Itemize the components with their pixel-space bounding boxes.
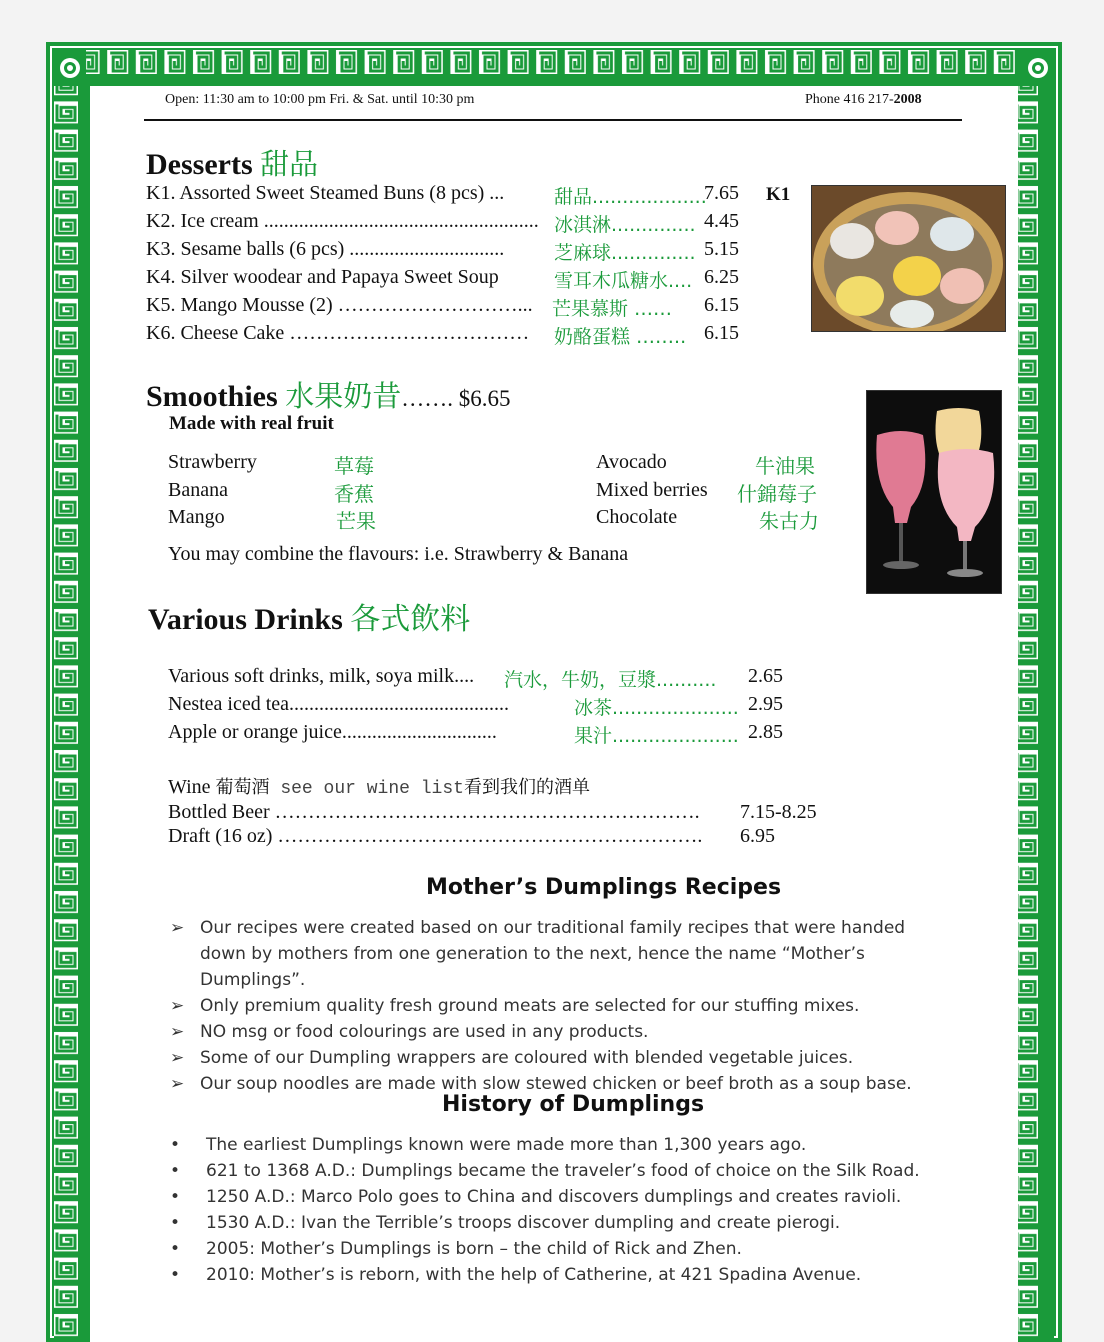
phone-suffix: 2008 bbox=[893, 92, 922, 107]
dessert-item-cn: 雪耳木瓜糖水.... bbox=[554, 270, 693, 292]
phone-prefix: Phone 416 217- bbox=[805, 92, 894, 107]
history-bullet: • 2005: Mother’s Dumplings is born – the child of Rick and Zhen. bbox=[170, 1236, 990, 1262]
drink-item-name: Apple or orange juice............................... bbox=[168, 721, 497, 743]
wine-line bbox=[168, 773, 590, 799]
phone-number bbox=[805, 92, 922, 108]
dessert-item-cn: 奶酪蛋糕 …….. bbox=[554, 326, 687, 348]
smoothies-subtitle: Made with real fruit bbox=[169, 413, 334, 434]
dessert-item-price: 6.15 bbox=[704, 322, 739, 344]
smoothies-title-cn: 水果奶昔 bbox=[285, 379, 402, 413]
dessert-item-price: 7.65 bbox=[704, 182, 739, 204]
steamed-buns-photo bbox=[811, 185, 1006, 332]
bullet-dot-icon: • bbox=[170, 1135, 181, 1155]
drink-item-cn: 冰茶..................... bbox=[574, 697, 739, 719]
drink-item-name: Various soft drinks, milk, soya milk.... bbox=[168, 665, 475, 687]
arrow-bullet-icon: ➢ bbox=[170, 1074, 185, 1094]
history-list bbox=[170, 1132, 990, 1288]
dessert-item-name: K4. Silver woodear and Papaya Sweet Soup bbox=[146, 266, 499, 288]
smoothie-flavour-cn: 什錦莓子 bbox=[737, 482, 817, 506]
beer-item-name: Draft (16 oz) ………………………………………………………. bbox=[168, 825, 703, 847]
dessert-item-cn: 冰淇淋.............. bbox=[554, 214, 696, 236]
smoothie-flavour: Chocolate bbox=[596, 506, 678, 528]
smoothies-title-en: Smoothies bbox=[146, 380, 278, 413]
menu-page bbox=[46, 42, 1062, 1342]
wine-list-note-cn: 看到我们的酒单 bbox=[463, 777, 590, 798]
drink-item-price: 2.65 bbox=[748, 665, 783, 687]
smoothie-flavour: Banana bbox=[168, 479, 228, 501]
drink-item-price: 2.95 bbox=[748, 693, 783, 715]
dessert-item-price: 4.45 bbox=[704, 210, 739, 232]
bullet-dot-icon: • bbox=[170, 1187, 181, 1207]
header-divider bbox=[144, 119, 962, 121]
wine-label-cn: 葡萄酒 bbox=[215, 777, 270, 798]
beer-item-name: Bottled Beer ………………………………………………………. bbox=[168, 801, 700, 823]
arrow-bullet-icon: ➢ bbox=[170, 918, 185, 938]
bullet-dot-icon: • bbox=[170, 1239, 181, 1259]
history-bullet: • 621 to 1368 A.D.: Dumplings became the traveler’s food of choice on the Silk Road. bbox=[170, 1158, 990, 1184]
drinks-title-cn: 各式飲料 bbox=[350, 602, 471, 637]
smoothie-flavour: Mixed berries bbox=[596, 479, 708, 501]
recipe-bullet: ➢ NO msg or food colourings are used in any products. bbox=[170, 1019, 950, 1045]
smoothie-flavour-cn: 朱古力 bbox=[759, 509, 819, 533]
arrow-bullet-icon: ➢ bbox=[170, 1048, 185, 1068]
drink-item-name: Nestea iced tea............................................ bbox=[168, 693, 510, 715]
smoothie-flavour-cn: 草莓 bbox=[334, 454, 374, 478]
bullet-dot-icon: • bbox=[170, 1265, 181, 1285]
dessert-item-name: K1. Assorted Sweet Steamed Buns (8 pcs) ... bbox=[146, 182, 505, 204]
dessert-photo-label: K1 bbox=[766, 184, 791, 205]
dessert-item-name: K2. Ice cream ....................................................... bbox=[146, 210, 539, 232]
recipe-bullet: ➢ Our recipes were created based on our traditional family recipes that were handed down by mothers from one generation to the next, hence the name “Mother’s Dumplings”. bbox=[170, 915, 950, 993]
recipe-bullet: ➢ Our soup noodles are made with slow stewed chicken or beef broth as a soup base. bbox=[170, 1071, 950, 1097]
smoothie-flavour-cn: 香蕉 bbox=[334, 482, 374, 506]
recipe-bullet: ➢ Only premium quality fresh ground meats are selected for our stuffing mixes. bbox=[170, 993, 950, 1019]
history-bullet: • 2010: Mother’s is reborn, with the help of Catherine, at 421 Spadina Avenue. bbox=[170, 1262, 990, 1288]
desserts-title-cn: 甜品 bbox=[260, 147, 319, 181]
history-bullet: • 1530 A.D.: Ivan the Terrible’s troops discover dumpling and create pierogi. bbox=[170, 1210, 990, 1236]
dessert-item-cn: 芒果慕斯 …… bbox=[552, 298, 673, 320]
dessert-item-cn: 芝麻球.............. bbox=[554, 242, 696, 264]
drinks-title-en: Various Drinks bbox=[148, 603, 343, 636]
smoothies-title bbox=[146, 374, 510, 415]
smoothie-flavour: Mango bbox=[168, 506, 225, 528]
drinks-title bbox=[148, 594, 470, 638]
bullet-dot-icon: • bbox=[170, 1161, 181, 1181]
smoothie-flavour: Strawberry bbox=[168, 451, 257, 473]
history-bullet: • The earliest Dumplings known were made more than 1,300 years ago. bbox=[170, 1132, 990, 1158]
smoothies-photo bbox=[866, 390, 1002, 594]
dessert-item-price: 5.15 bbox=[704, 238, 739, 260]
wine-label: Wine bbox=[168, 776, 211, 798]
recipes-list bbox=[170, 915, 950, 1097]
smoothie-flavour-cn: 牛油果 bbox=[755, 454, 815, 478]
drink-item-cn: 汽水，牛奶，豆漿.......... bbox=[504, 669, 717, 691]
smoothie-flavour-cn: 芒果 bbox=[336, 509, 376, 533]
history-bullet: • 1250 A.D.: Marco Polo goes to China and discovers dumplings and creates ravioli. bbox=[170, 1184, 990, 1210]
dessert-item-name: K3. Sesame balls (6 pcs) ............................... bbox=[146, 238, 505, 260]
recipe-bullet: ➢ Some of our Dumpling wrappers are coloured with blended vegetable juices. bbox=[170, 1045, 950, 1071]
dessert-item-cn: 甜品................... bbox=[554, 186, 707, 208]
beer-item-price: 6.95 bbox=[740, 825, 775, 847]
recipes-title: Mother’s Dumplings Recipes bbox=[426, 875, 782, 900]
bullet-dot-icon: • bbox=[170, 1213, 181, 1233]
dessert-item-name: K5. Mango Mousse (2) ………………………... bbox=[146, 294, 533, 316]
drink-item-price: 2.85 bbox=[748, 721, 783, 743]
history-title: History of Dumplings bbox=[442, 1092, 705, 1117]
drink-item-cn: 果汁..................... bbox=[574, 725, 739, 747]
smoothie-flavour: Avocado bbox=[596, 451, 667, 473]
smoothie-combine-note: You may combine the flavours: i.e. Strawberry & Banana bbox=[168, 543, 629, 565]
arrow-bullet-icon: ➢ bbox=[170, 996, 185, 1016]
dessert-item-name: K6. Cheese Cake ……………………………… bbox=[146, 322, 530, 344]
wine-list-note: see our wine list bbox=[269, 779, 464, 799]
arrow-bullet-icon: ➢ bbox=[170, 1022, 185, 1042]
smoothies-price: ……. $6.65 bbox=[401, 386, 511, 411]
desserts-title-en: Desserts bbox=[146, 148, 253, 181]
opening-hours: Open: 11:30 am to 10:00 pm Fri. & Sat. until 10:30 pm bbox=[165, 92, 475, 107]
desserts-title bbox=[146, 142, 318, 183]
beer-item-price: 7.15-8.25 bbox=[740, 801, 817, 823]
dessert-item-price: 6.15 bbox=[704, 294, 739, 316]
dessert-item-price: 6.25 bbox=[704, 266, 739, 288]
